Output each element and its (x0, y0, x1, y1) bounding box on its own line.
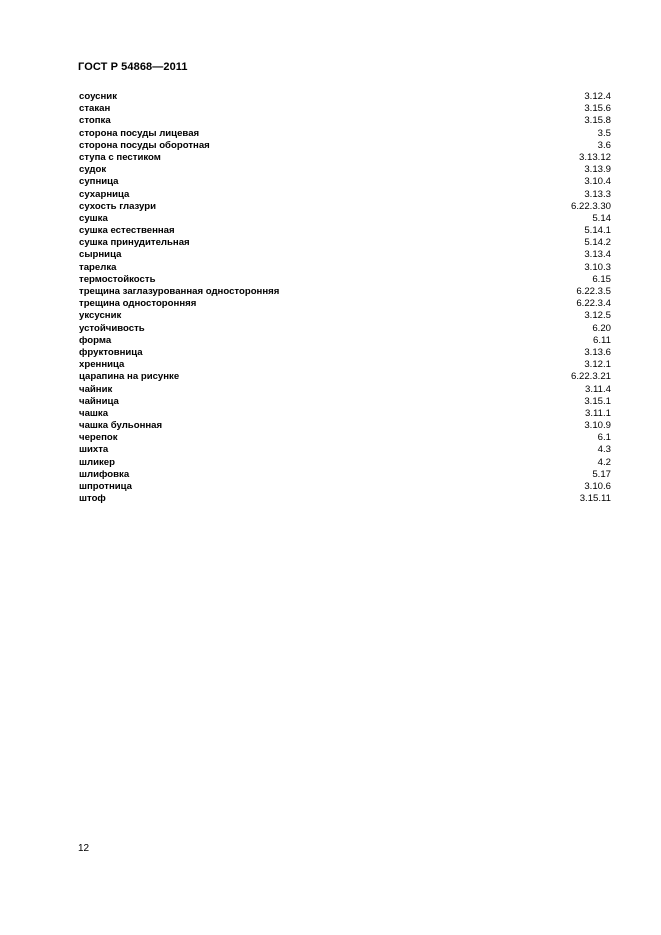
index-reference: 3.13.3 (584, 188, 611, 200)
index-term: сушка (79, 212, 108, 224)
index-entry (79, 396, 611, 408)
index-term: ступа с пестиком (79, 151, 161, 163)
index-reference: 3.12.1 (584, 359, 611, 371)
index-term: чайница (79, 395, 119, 407)
index-entry (79, 164, 611, 176)
index-reference: 3.5 (597, 127, 611, 139)
index-reference: 3.13.6 (584, 346, 611, 358)
index-reference: 6.1 (597, 432, 611, 444)
index-reference: 6.22.3.30 (570, 200, 611, 212)
index-reference: 3.13.12 (578, 151, 611, 163)
index-entry (79, 91, 611, 103)
index-term: форма (79, 334, 112, 346)
index-entry (79, 323, 611, 335)
index-entry (79, 469, 611, 481)
index-reference: 3.15.1 (584, 395, 611, 407)
index-entry (79, 152, 611, 164)
index-entry (79, 493, 611, 505)
index-reference: 5.17 (592, 468, 611, 480)
index-term: штоф (79, 493, 106, 505)
index-term: шихта (79, 444, 109, 456)
index-reference: 3.15.6 (584, 103, 611, 115)
index-reference: 3.10.3 (584, 261, 611, 273)
index-term: шлифовка (79, 468, 130, 480)
index-reference: 3.10.9 (584, 420, 611, 432)
index-entry (79, 371, 611, 383)
index-term: судок (79, 164, 107, 176)
alphabetical-term-index (79, 91, 611, 505)
index-term: трещина односторонняя (79, 298, 197, 310)
index-term: сырница (79, 249, 122, 261)
index-reference: 6.22.3.4 (576, 298, 611, 310)
index-reference: 4.2 (597, 456, 611, 468)
index-term: устойчивость (79, 322, 145, 334)
index-entry (79, 237, 611, 249)
index-entry (79, 481, 611, 493)
index-term: стакан (79, 103, 111, 115)
index-reference: 3.6 (597, 139, 611, 151)
index-term: шпротница (79, 481, 133, 492)
index-reference: 3.11.1 (585, 407, 611, 419)
index-entry (79, 249, 611, 261)
index-term: соусник (79, 91, 117, 102)
index-term: сторона посуды лицевая (79, 127, 200, 139)
index-term: фруктовница (79, 346, 143, 358)
index-entry (79, 213, 611, 225)
index-entry (79, 347, 611, 359)
index-entry (79, 103, 611, 115)
index-entry (79, 420, 611, 432)
index-entry (79, 457, 611, 469)
index-reference: 5.14.1 (584, 225, 611, 237)
index-entry (79, 128, 611, 140)
index-term: тарелка (79, 261, 117, 273)
index-entry (79, 286, 611, 298)
index-entry (79, 408, 611, 420)
index-reference: 5.14.2 (584, 237, 611, 249)
index-term: трещина заглазурованная односторонняя (79, 286, 280, 297)
index-term: чайник (79, 383, 113, 395)
index-entry (79, 310, 611, 322)
index-reference: 6.22.3.5 (576, 286, 611, 297)
index-reference: 6.15 (592, 273, 611, 285)
index-entry (79, 115, 611, 127)
index-reference: 3.12.4 (584, 91, 611, 102)
index-reference: 3.11.4 (585, 383, 611, 395)
index-term: сушка естественная (79, 225, 175, 237)
index-entry (79, 262, 611, 274)
index-term: термостойкость (79, 273, 156, 285)
index-reference: 3.12.5 (584, 310, 611, 322)
index-reference: 3.10.6 (584, 481, 611, 492)
page-number: 12 (78, 843, 90, 854)
index-term: уксусник (79, 310, 122, 322)
index-term: сухарница (79, 188, 130, 200)
document-code-header: ГОСТ Р 54868—2011 (78, 61, 188, 73)
index-reference: 3.15.11 (579, 493, 611, 505)
index-term: стопка (79, 115, 111, 127)
index-entry (79, 335, 611, 347)
index-entry (79, 274, 611, 286)
index-entry (79, 201, 611, 213)
index-entry (79, 444, 611, 456)
index-term: чашка (79, 407, 109, 419)
index-entry (79, 225, 611, 237)
index-term: шликер (79, 456, 115, 468)
index-term: сушка принудительная (79, 237, 190, 249)
index-term: сухость глазури (79, 200, 157, 212)
index-reference: 6.20 (592, 322, 611, 334)
index-term: чашка бульонная (79, 420, 163, 432)
index-reference: 4.3 (597, 444, 611, 456)
index-entry (79, 432, 611, 444)
index-entry (79, 189, 611, 201)
index-entry (79, 140, 611, 152)
index-reference: 3.13.4 (584, 249, 611, 261)
index-reference: 3.15.8 (584, 115, 611, 127)
index-reference: 5.14 (592, 212, 611, 224)
index-reference: 6.11 (593, 334, 611, 346)
index-term: супница (79, 176, 119, 188)
index-reference: 3.10.4 (584, 176, 611, 188)
index-term: хренница (79, 359, 125, 371)
index-reference: 6.22.3.21 (570, 371, 611, 383)
index-entry (79, 359, 611, 371)
index-term: сторона посуды оборотная (79, 139, 210, 151)
index-entry (79, 176, 611, 188)
index-entry (79, 298, 611, 310)
index-term: черепок (79, 432, 118, 444)
index-reference: 3.13.9 (584, 164, 611, 176)
index-entry (79, 384, 611, 396)
index-term: царапина на рисунке (79, 371, 180, 383)
